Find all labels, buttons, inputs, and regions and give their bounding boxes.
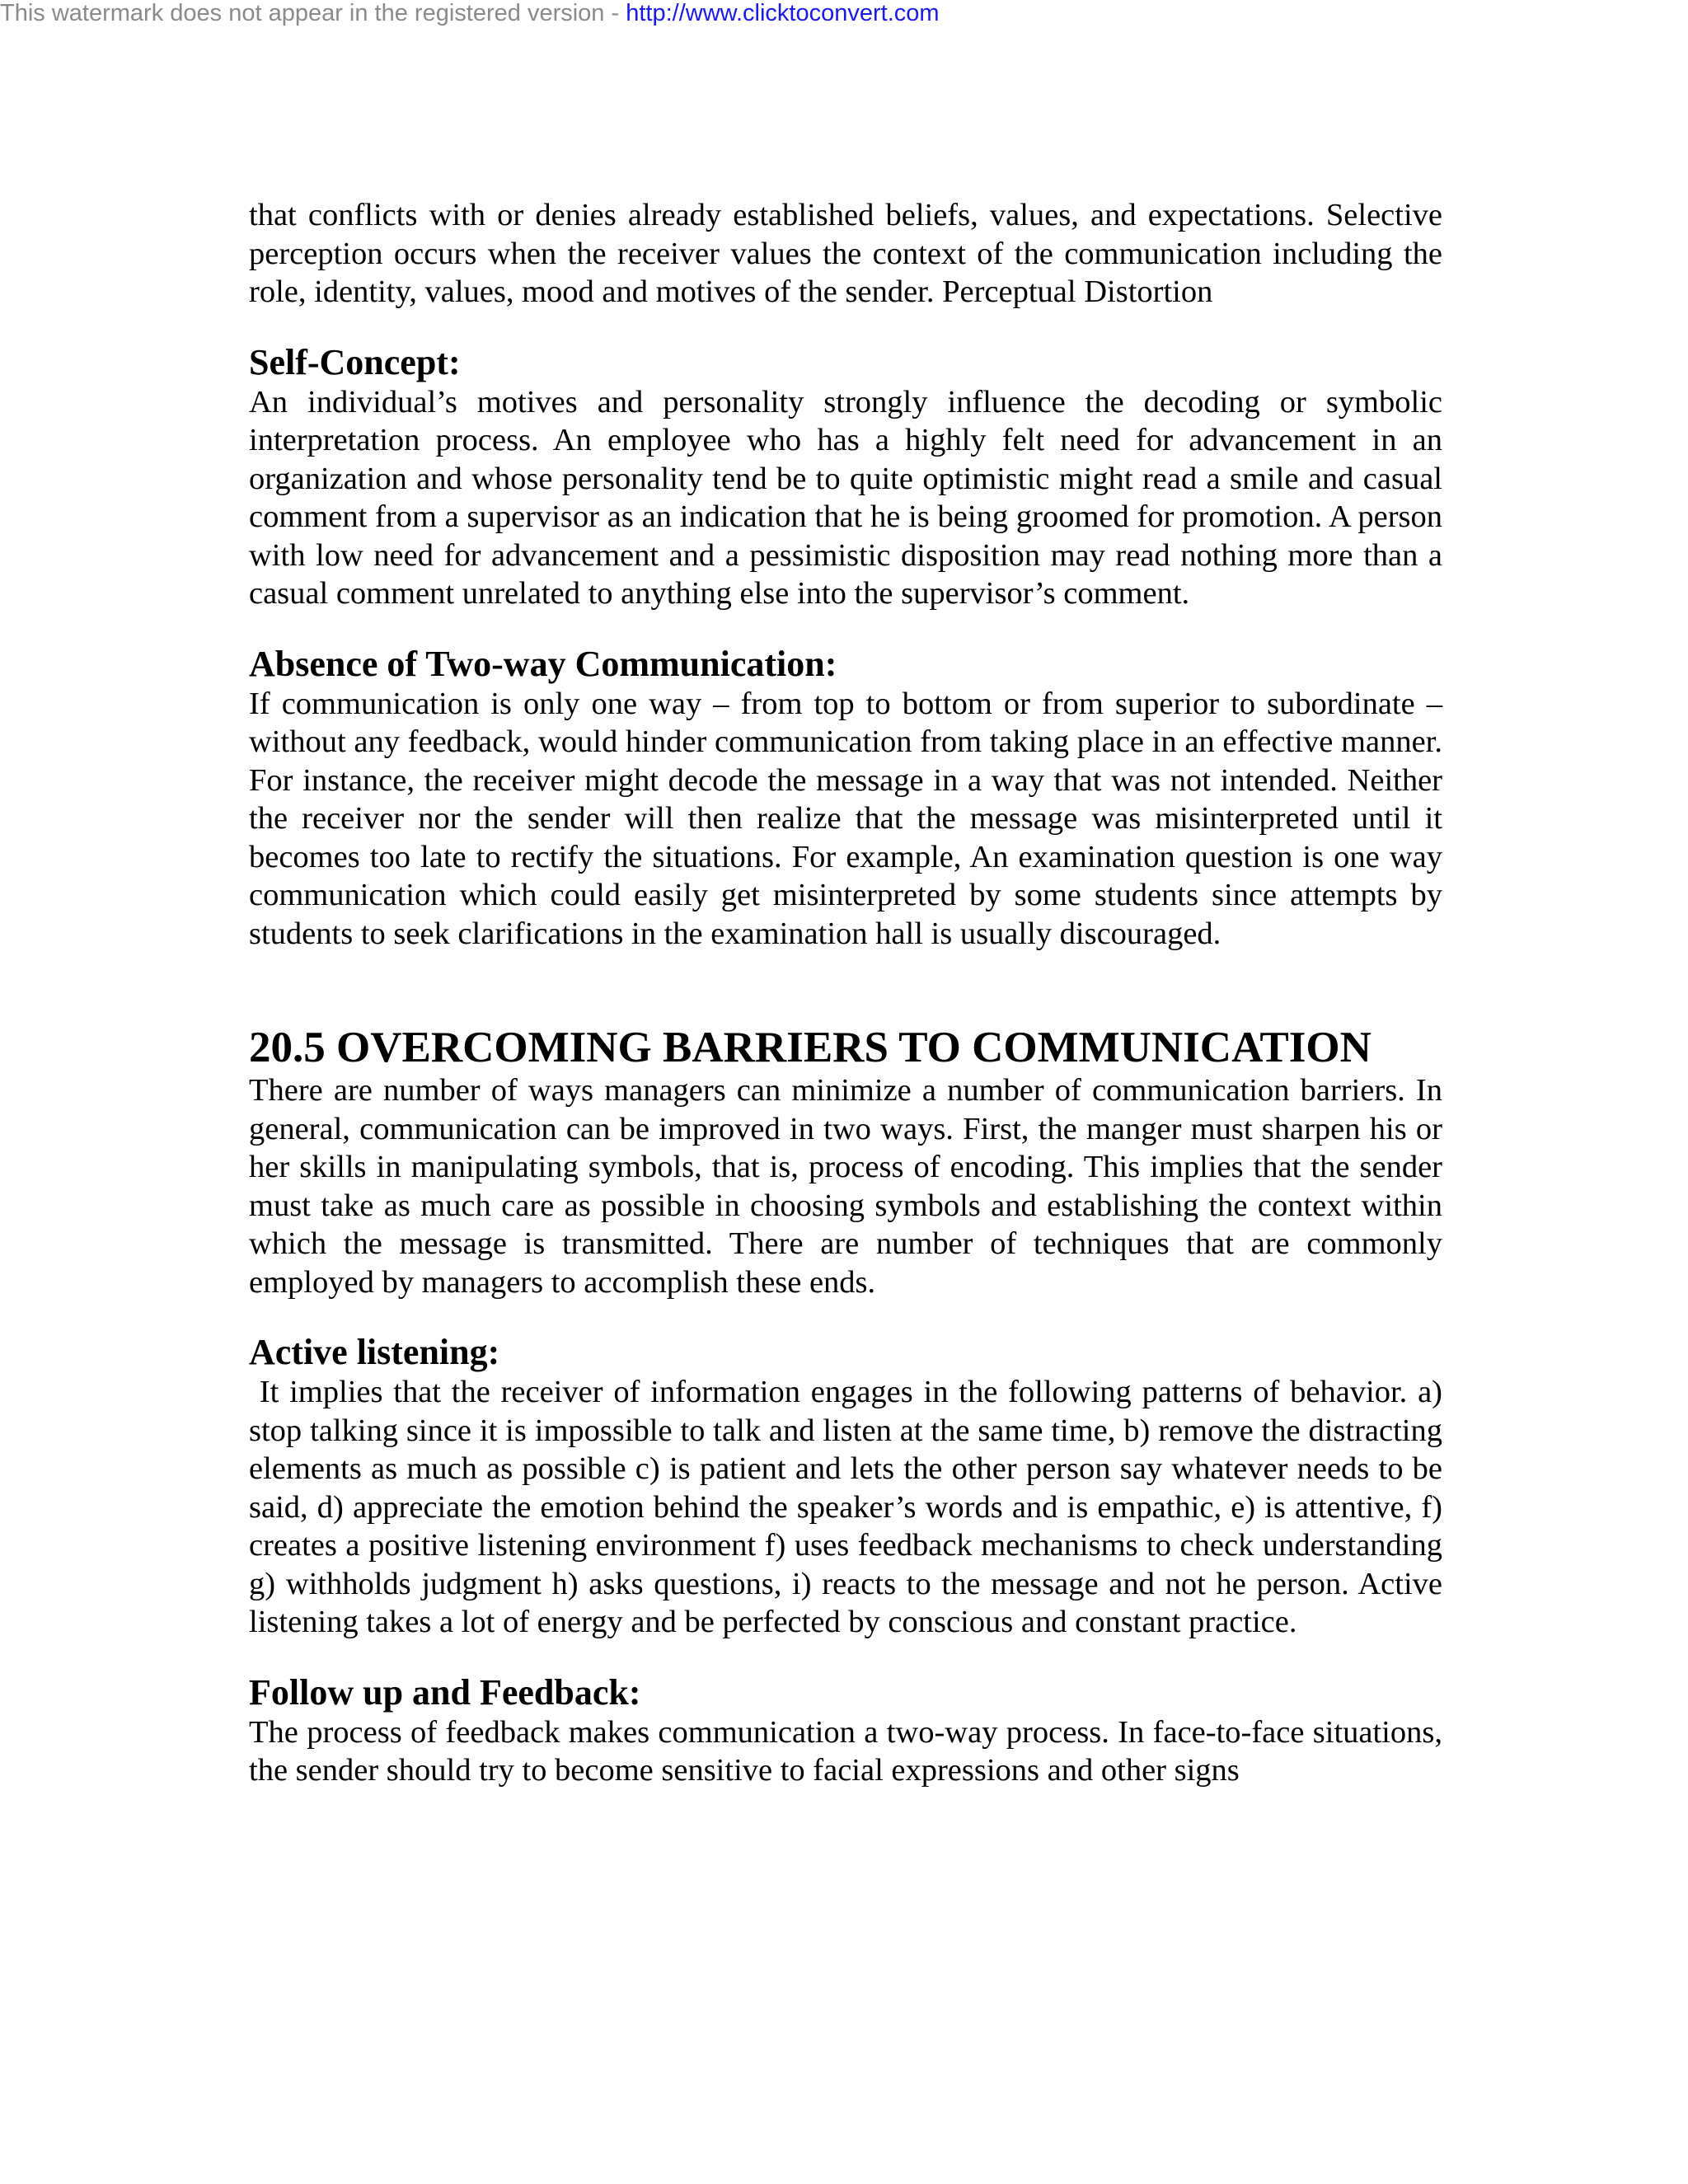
- two-way-heading: Absence of Two-way Communication:: [249, 643, 837, 684]
- feedback-heading: Follow up and Feedback:: [249, 1671, 641, 1713]
- document-page: [249, 196, 1451, 1790]
- intro-paragraph: that conflicts with or denies already established beliefs, values, and expectations. Selective perception occurs when the receiver values the context of the communication including the role, identity, values, mood and motives of the sender. Perceptual Distortion: [249, 198, 1442, 309]
- two-way-paragraph: If communication is only one way – from top to bottom or from superior to subordinate – without any feedback, would hinder communication from taking place in an effective manner. For instance, the receiver might decode the message in a way that was not intended. Neither the receiver nor the sender will then realize that the message was misinterpreted until it becomes too late to rectify the situations. For example, An examination question is one way communication which could easily get misinterpreted by some students since attempts by students to seek clarifications in the examination hall is usually discouraged.: [249, 686, 1442, 951]
- self-concept-paragraph: An individual’s motives and personality strongly influence the decoding or symbolic interpretation process. An employee who has a highly felt need for advancement in an organization and whose personality tend be to quite optimistic might read a smile and casual comment from a supervisor as an indication that he is being groomed for promotion. A person with low need for advancement and a pessimistic disposition may read nothing more than a casual comment unrelated to anything else into the supervisor’s comment.: [249, 384, 1442, 611]
- watermark: [0, 0, 940, 26]
- self-concept-heading: Self-Concept:: [249, 341, 461, 382]
- section-paragraph: There are number of ways managers can minimize a number of communication barriers. In general, communication can be improved in two ways. First, the manger must sharpen his or her skills in manipulating symbols, that is, process of encoding. This implies that the sender must take as much care as possible in choosing symbols and establishing the context within which the message is transmitted. There are number of techniques that are commonly employed by managers to accomplish these ends.: [249, 1073, 1442, 1300]
- feedback-paragraph: The process of feedback makes communication a two-way process. In face-to-face situations, the sender should try to become sensitive to facial expressions and other signs: [249, 1714, 1442, 1788]
- active-listening-heading: Active listening:: [249, 1332, 500, 1372]
- watermark-text: This watermark does not appear in the registered version -: [0, 0, 626, 26]
- watermark-link[interactable]: http://www.clicktoconvert.com: [626, 0, 940, 26]
- active-listening-paragraph: It implies that the receiver of information engages in the following patterns of behavior. a) stop talking since it is impossible to talk and listen at the same time, b) remove the distracting elements as much as possible c) is patient and lets the other person say whatever needs to be said, d) appreciate the emotion behind the speaker’s words and is empathic, e) is attentive, f) creates a positive listening environment f) uses feedback mechanisms to check understanding g) withholds judgment h) asks questions, i) reacts to the message and not he person. Active listening takes a lot of energy and be perfected by conscious and constant practice.: [249, 1375, 1451, 1639]
- section-heading: 20.5 OVERCOMING BARRIERS TO COMMUNICATION: [249, 1024, 1372, 1071]
